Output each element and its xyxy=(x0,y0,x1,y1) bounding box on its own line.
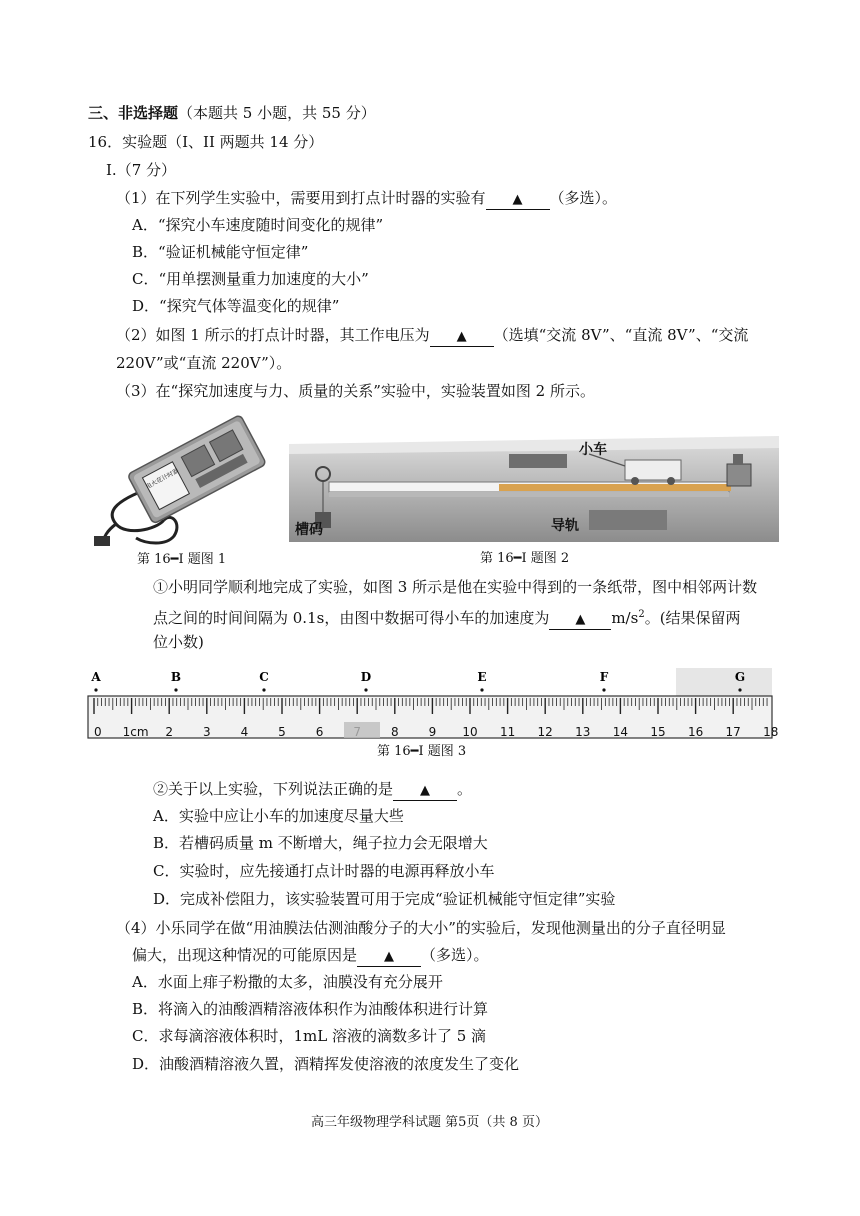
ruler-number: 15 xyxy=(650,725,666,739)
sub-question-1-text: 点之间的时间间隔为 0.1s，由图中数据可得小车的加速度为 xyxy=(153,609,550,627)
q4-option-c: C．求每滴溶液体积时，1mL 溶液的滴数多计了 5 滴 xyxy=(132,1027,487,1045)
question-3: （3）在“探究加速度与力、质量的关系”实验中，实验装置如图 2 所示。 xyxy=(116,382,595,400)
ruler-number: 11 xyxy=(499,725,516,739)
tape-dot xyxy=(738,688,741,691)
acceleration-unit: m/s xyxy=(611,609,639,627)
sub2-option-c: C．实验时，应先接通打点计时器的电源再释放小车 xyxy=(153,862,495,880)
tape-point-label: D xyxy=(360,670,372,684)
ruler-number: 14 xyxy=(612,725,629,739)
tape-point-label: C xyxy=(259,670,269,684)
tape-point-label: G xyxy=(734,670,746,684)
ruler-number: 1cm xyxy=(122,725,149,739)
q1-option-a: A．“探究小车速度随时间变化的规律” xyxy=(132,216,384,234)
tape-point-label: A xyxy=(91,670,101,684)
question-2-choices: （选填“交流 8V”、“直流 8V”、“交流 xyxy=(493,326,749,344)
tape-dot xyxy=(364,688,367,691)
ruler-number: 2 xyxy=(165,725,174,739)
ruler-number: 5 xyxy=(278,725,286,739)
paper-tape-figure xyxy=(86,668,779,740)
sub-question-1-line2 xyxy=(153,605,741,630)
section-title-bold: 三、非选择题 xyxy=(88,104,179,122)
tape-point-label: E xyxy=(477,670,487,684)
spark-timer-figure xyxy=(86,412,276,554)
answer-blank-acceleration[interactable]: ▲ xyxy=(549,611,611,630)
sub-question-2-text: ②关于以上实验，下列说法正确的是 xyxy=(153,780,394,798)
cart-rail-figure xyxy=(289,414,779,542)
rail-label: 导轨 xyxy=(551,518,579,534)
q1-option-d: D．“探究气体等温变化的规律” xyxy=(132,297,340,315)
ruler-number: 10 xyxy=(462,725,478,739)
timer-label-text: 电火花计时器 xyxy=(144,467,180,491)
tape-point-labels xyxy=(90,670,745,692)
question-2-text: （2）如图 1 所示的打点计时器，其工作电压为 xyxy=(116,326,430,344)
answer-blank-4[interactable]: ▲ xyxy=(357,948,421,967)
ruler-number: 9 xyxy=(428,725,437,739)
cart-label: 小车 xyxy=(579,442,607,458)
answer-blank-sub2[interactable]: ▲ xyxy=(393,782,457,801)
tape-dot xyxy=(94,688,97,691)
question-2-line2: 220V”或“直流 220V”）。 xyxy=(116,354,292,372)
question-1-note: （多选）。 xyxy=(549,189,618,207)
sub-question-2 xyxy=(153,779,472,801)
sub-question-1-note: 。(结果保留两 xyxy=(644,609,741,627)
ruler-number: 8 xyxy=(390,725,399,739)
ruler-number: 4 xyxy=(240,725,249,739)
tape-dot xyxy=(262,688,265,691)
figure-2-caption: 第 16━I 题图 2 xyxy=(480,551,570,566)
sub2-option-a: A．实验中应让小车的加速度尽量大些 xyxy=(153,807,404,825)
question-4-text: 偏大，出现这种情况的可能原因是 xyxy=(132,946,358,964)
question-16-heading: 16．实验题（I、II 两题共 14 分） xyxy=(88,133,324,151)
question-4-line2 xyxy=(132,945,489,967)
tape-point-label: B xyxy=(170,670,182,684)
q1-option-c: C．“用单摆测量重力加速度的大小” xyxy=(132,270,369,288)
part-i-heading: I.（7 分） xyxy=(106,161,177,179)
tape-dot xyxy=(602,688,605,691)
section-title-note: （本题共 5 小题，共 55 分） xyxy=(178,104,376,122)
ruler-number: 3 xyxy=(202,725,211,739)
sub-question-1-line3: 位小数) xyxy=(153,633,204,651)
section-title xyxy=(88,103,376,123)
q4-option-b: B．将滴入的油酸酒精溶液体积作为油酸体积进行计算 xyxy=(132,1000,489,1018)
question-1 xyxy=(116,188,617,210)
ruler-number: 13 xyxy=(575,725,591,739)
tape-dot xyxy=(480,688,483,691)
ruler-number: 18 xyxy=(763,725,779,739)
question-2 xyxy=(116,325,748,347)
question-4-line1: （4）小乐同学在做“用油膜法估测油酸分子的大小”的实验后，发现他测量出的分子直径明显 xyxy=(116,919,726,937)
sub2-option-b: B．若槽码质量 m 不断增大，绳子拉力会无限增大 xyxy=(153,834,488,852)
ruler-number: 16 xyxy=(687,725,704,739)
ruler-number: 0 xyxy=(94,725,102,739)
sub2-option-d: D．完成补偿阻力，该实验装置可用于完成“验证机械能守恒定律”实验 xyxy=(153,890,616,908)
q1-option-b: B．“验证机械能守恒定律” xyxy=(132,243,309,261)
ruler-number: 12 xyxy=(537,725,553,739)
question-1-text: （1）在下列学生实验中，需要用到打点计时器的实验有 xyxy=(116,189,486,207)
answer-blank-1[interactable]: ▲ xyxy=(486,191,550,210)
acceleration-unit-exponent: 2 xyxy=(638,609,645,620)
ruler-number: 17 xyxy=(725,725,741,739)
ruler-number: 6 xyxy=(315,725,324,739)
question-4-note: （多选）。 xyxy=(421,946,489,964)
figure-1-caption: 第 16━I 题图 1 xyxy=(137,552,227,567)
sub-question-2-end: 。 xyxy=(457,780,473,798)
page-footer: 高三年级物理学科试题 第5页（共 8 页） xyxy=(311,1115,548,1130)
answer-blank-2[interactable]: ▲ xyxy=(430,328,494,347)
figure-3-caption: 第 16━I 题图 3 xyxy=(377,744,467,759)
weight-label: 槽码 xyxy=(295,522,323,538)
tape-point-label: F xyxy=(599,670,609,684)
tape-dot xyxy=(174,688,177,691)
sub-question-1-line1: ①小明同学顺利地完成了实验，如图 3 所示是他在实验中得到的一条纸带，图中相邻两计数 xyxy=(153,578,758,596)
q4-option-d: D．油酸酒精溶液久置，酒精挥发使溶液的浓度发生了变化 xyxy=(132,1055,520,1073)
q4-option-a: A．水面上痱子粉撒的太多，油膜没有充分展开 xyxy=(132,973,443,991)
